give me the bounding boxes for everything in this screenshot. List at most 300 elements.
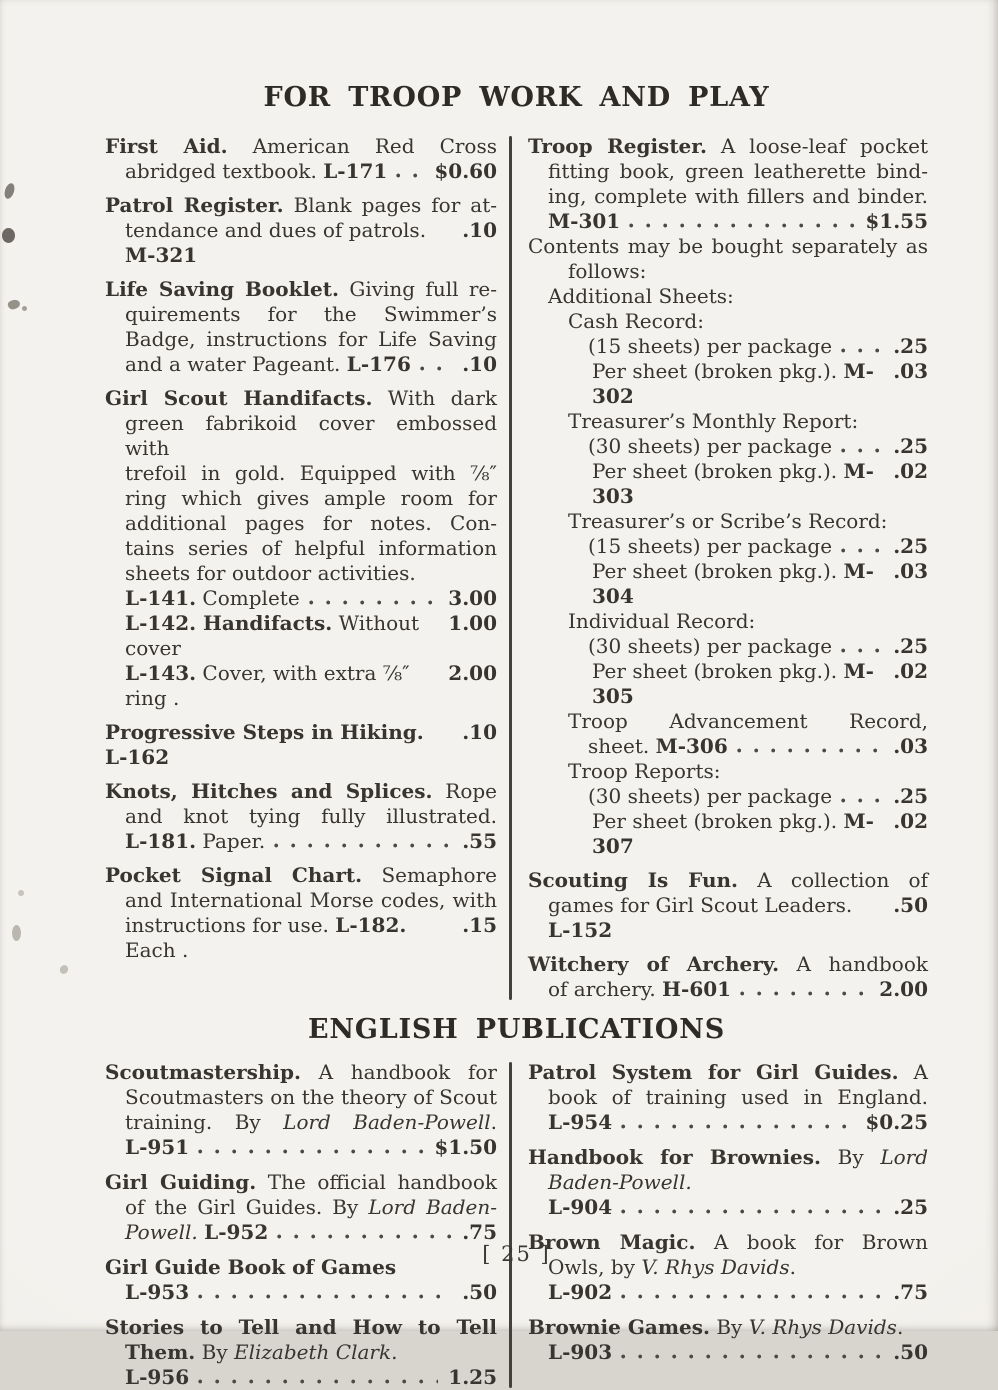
line-text bbox=[548, 1110, 612, 1135]
entry-line bbox=[528, 434, 928, 459]
entry-line bbox=[528, 893, 928, 943]
text: Each . bbox=[125, 913, 413, 962]
bold-text: Handbook for Brownies. bbox=[528, 1145, 821, 1169]
text: trefoil in gold. Equipped with ⅞″ bbox=[125, 461, 497, 485]
bold-text: Girl Scout Handifacts. bbox=[105, 386, 373, 410]
catalog-entry bbox=[528, 952, 928, 1002]
entry-line bbox=[105, 586, 497, 611]
text: A loose-leaf pocket bbox=[706, 134, 929, 158]
line-text bbox=[105, 863, 497, 887]
text: Owls, by bbox=[548, 1255, 642, 1279]
leader-dots bbox=[629, 222, 855, 229]
bold-text: Brownie Games. bbox=[528, 1315, 710, 1339]
line-text bbox=[105, 134, 497, 158]
entry-line bbox=[105, 511, 497, 536]
entry-line bbox=[105, 327, 497, 352]
entry-line bbox=[105, 611, 497, 661]
text: and International Morse codes, with bbox=[125, 888, 497, 912]
entry-line bbox=[105, 193, 497, 218]
text: book of training used in England. bbox=[548, 1085, 928, 1109]
line-text bbox=[105, 193, 497, 217]
text: Treasurer’s Monthly Report: bbox=[568, 409, 859, 433]
price: .02 bbox=[893, 659, 928, 683]
catalog-entry bbox=[528, 1315, 928, 1365]
column-right bbox=[528, 1060, 928, 1390]
entry-line bbox=[528, 309, 928, 334]
line-text bbox=[125, 486, 497, 510]
bold-text: M-303 bbox=[592, 459, 874, 508]
line-text bbox=[568, 759, 720, 783]
entry-line bbox=[105, 888, 497, 913]
line-text bbox=[125, 511, 497, 535]
text: A bbox=[898, 1060, 928, 1084]
entry-line bbox=[105, 561, 497, 586]
entry-line bbox=[105, 277, 497, 302]
catalog-entry bbox=[528, 868, 928, 943]
entry-line bbox=[528, 1060, 928, 1085]
line-text bbox=[105, 277, 497, 301]
bold-text: L-903 bbox=[548, 1340, 613, 1364]
line-text bbox=[125, 661, 434, 711]
bold-text: Brown Magic. bbox=[528, 1230, 696, 1254]
entry-line bbox=[105, 1340, 497, 1365]
text: fitting book, green leatherette bind- bbox=[548, 159, 928, 183]
text: Without cover bbox=[125, 611, 426, 660]
price: .10 bbox=[462, 218, 497, 242]
text: By bbox=[195, 1340, 234, 1364]
line-text bbox=[588, 634, 832, 659]
entry-line bbox=[105, 134, 497, 159]
text: Treasurer’s or Scribe’s Record: bbox=[568, 509, 888, 533]
price: .15 bbox=[462, 913, 497, 937]
text: A collection of bbox=[738, 868, 929, 892]
entry-line bbox=[528, 809, 928, 859]
price: .55 bbox=[462, 829, 497, 853]
ink-speck bbox=[3, 182, 17, 200]
text: . bbox=[490, 1110, 497, 1134]
line-text bbox=[125, 913, 448, 963]
text: Semaphore bbox=[362, 863, 497, 887]
text: Badge, instructions for Life Saving bbox=[125, 327, 497, 351]
text: American Red Cross bbox=[227, 134, 497, 158]
italic-text: Lord Baden-Powell bbox=[283, 1110, 491, 1134]
bold-text: H-601 bbox=[662, 977, 732, 1001]
text: (15 sheets) per package bbox=[588, 534, 833, 558]
leader-dots bbox=[740, 990, 869, 997]
text: Blank pages for at- bbox=[283, 193, 497, 217]
entry-line bbox=[105, 913, 497, 963]
text: . bbox=[391, 1340, 398, 1364]
text: Additional Sheets: bbox=[548, 284, 734, 308]
entry-line bbox=[528, 784, 928, 809]
line-text bbox=[588, 334, 832, 359]
entry-line bbox=[528, 977, 928, 1002]
leader-dots bbox=[198, 1293, 452, 1300]
bold-text: L-904 bbox=[548, 1195, 613, 1219]
text: Giving full re- bbox=[339, 277, 497, 301]
entry-line bbox=[528, 159, 928, 184]
bold-text: M-306 bbox=[655, 734, 728, 758]
entry-line bbox=[105, 1195, 497, 1220]
entry-line bbox=[528, 459, 928, 509]
price: 1.00 bbox=[448, 611, 497, 635]
line-text bbox=[528, 868, 928, 892]
bold-text: Patrol System for Girl Guides. bbox=[528, 1060, 899, 1084]
text: Cash Record: bbox=[568, 309, 704, 333]
bold-text: Scouting Is Fun. bbox=[528, 868, 739, 892]
text: abridged textbook. bbox=[125, 159, 324, 183]
line-text bbox=[105, 386, 497, 410]
bold-text: L-182. bbox=[335, 913, 407, 937]
column-left bbox=[105, 134, 504, 1002]
catalog-entry bbox=[105, 720, 497, 770]
section-title-english-publications: ENGLISH PUBLICATIONS bbox=[307, 1014, 725, 1045]
entry-line bbox=[528, 209, 928, 234]
text: quirements for the Swimmer’s bbox=[125, 302, 497, 326]
line-text bbox=[548, 159, 928, 183]
catalog-entry bbox=[528, 234, 928, 859]
entry-line bbox=[105, 720, 497, 770]
entry-line bbox=[528, 184, 928, 209]
bold-text: L-176 bbox=[346, 352, 411, 376]
line-text bbox=[125, 1280, 189, 1305]
entry-line bbox=[528, 634, 928, 659]
line-text bbox=[588, 534, 832, 559]
line-text bbox=[568, 309, 704, 333]
text: By bbox=[821, 1145, 881, 1169]
price: .03 bbox=[893, 734, 928, 758]
text: . bbox=[789, 1255, 796, 1279]
ink-speck bbox=[7, 298, 21, 311]
catalog-entry bbox=[105, 1060, 497, 1160]
entry-line bbox=[528, 509, 928, 534]
leader-dots bbox=[621, 1293, 883, 1300]
english-publications-columns bbox=[105, 1060, 928, 1390]
text: With dark bbox=[372, 386, 497, 410]
catalog-entry bbox=[105, 277, 497, 377]
bold-text: Patrol Register. bbox=[105, 193, 284, 217]
price: .25 bbox=[893, 434, 928, 458]
ink-speck bbox=[12, 925, 21, 941]
price: .75 bbox=[893, 1280, 928, 1304]
line-text bbox=[592, 559, 879, 609]
entry-line bbox=[105, 218, 497, 268]
italic-text: Powell. bbox=[125, 1220, 198, 1244]
text: ring which gives ample room for bbox=[125, 486, 497, 510]
entry-line bbox=[528, 1145, 928, 1170]
bold-text: Knots, Hitches and Splices. bbox=[105, 779, 433, 803]
catalog-entry bbox=[105, 863, 497, 963]
text: Per sheet (broken pkg.). bbox=[592, 459, 844, 483]
text: of archery. bbox=[548, 977, 663, 1001]
line-text bbox=[568, 409, 858, 433]
section-title-troop-work: FOR TROOP WORK AND PLAY bbox=[263, 82, 770, 113]
entry-line bbox=[528, 1170, 928, 1195]
line-text bbox=[528, 952, 928, 976]
bold-text: L-902 bbox=[548, 1280, 613, 1304]
entry-line bbox=[528, 759, 928, 784]
line-text bbox=[548, 1170, 692, 1194]
column-divider bbox=[509, 1062, 512, 1388]
text: instructions for use. bbox=[125, 913, 336, 937]
text: additional pages for notes. Con- bbox=[125, 511, 497, 535]
line-text bbox=[125, 611, 434, 661]
entry-line bbox=[105, 1085, 497, 1110]
line-text bbox=[125, 1135, 189, 1160]
text: Complete bbox=[196, 586, 300, 610]
line-text bbox=[105, 1315, 497, 1339]
line-text bbox=[592, 359, 879, 409]
catalog-entry bbox=[528, 1060, 928, 1135]
price: .03 bbox=[893, 559, 928, 583]
catalog-entry bbox=[105, 134, 497, 184]
text: Troop Reports: bbox=[568, 759, 721, 783]
text: games for Girl Scout Leaders. bbox=[548, 893, 859, 917]
bold-text: M-305 bbox=[592, 659, 874, 708]
price: 2.00 bbox=[448, 661, 497, 685]
entry-line bbox=[528, 734, 928, 759]
ink-speck bbox=[58, 964, 69, 976]
catalog-entry bbox=[105, 386, 504, 711]
price: .03 bbox=[893, 359, 928, 383]
entry-line bbox=[105, 536, 497, 561]
italic-text: Baden-Powell. bbox=[548, 1170, 692, 1194]
line-text bbox=[528, 134, 928, 158]
text: By bbox=[709, 1315, 749, 1339]
leader-dots bbox=[277, 1233, 452, 1240]
text: Troop Advancement Record, bbox=[568, 709, 928, 733]
bold-text: Witchery of Archery. bbox=[528, 952, 780, 976]
entry-line bbox=[105, 863, 497, 888]
line-text bbox=[568, 609, 755, 633]
text: ing, complete with fillers and binder. bbox=[548, 184, 928, 208]
bold-text: L-171 bbox=[323, 159, 388, 183]
entry-line bbox=[528, 284, 928, 309]
leader-dots bbox=[621, 1123, 855, 1130]
entry-line bbox=[528, 359, 928, 409]
line-text bbox=[125, 586, 300, 611]
line-text bbox=[125, 536, 497, 560]
bold-text: L-143. bbox=[125, 661, 197, 685]
leader-dots bbox=[396, 172, 424, 179]
entry-line bbox=[528, 1340, 928, 1365]
leader-dots bbox=[198, 1148, 424, 1155]
entry-line bbox=[105, 661, 497, 711]
leader-dots bbox=[621, 1353, 883, 1360]
price: $0.25 bbox=[865, 1110, 928, 1134]
line-text bbox=[105, 720, 448, 770]
price: $1.55 bbox=[865, 209, 928, 233]
entry-line bbox=[105, 1060, 497, 1085]
bold-text: M-304 bbox=[592, 559, 874, 608]
ink-speck bbox=[22, 306, 27, 311]
catalog-entry bbox=[105, 1170, 497, 1245]
line-text bbox=[548, 184, 928, 208]
price: .10 bbox=[462, 352, 497, 376]
ink-speck bbox=[2, 228, 15, 243]
entry-line bbox=[105, 1280, 497, 1305]
bold-text: Scoutmastership. bbox=[105, 1060, 301, 1084]
bold-text: L-152 bbox=[548, 918, 613, 942]
bold-text: L-956 bbox=[125, 1365, 190, 1389]
text: Per sheet (broken pkg.). bbox=[592, 809, 844, 833]
line-text bbox=[125, 1110, 497, 1134]
entry-line bbox=[528, 1110, 928, 1135]
text: The official handbook bbox=[256, 1170, 497, 1194]
line-text bbox=[125, 829, 265, 854]
text: Individual Record: bbox=[568, 609, 756, 633]
line-text bbox=[548, 1195, 612, 1220]
text: sheet. bbox=[588, 734, 656, 758]
line-text bbox=[125, 159, 387, 184]
line-text bbox=[125, 1195, 497, 1219]
entry-line bbox=[105, 1135, 497, 1160]
entry-line bbox=[528, 868, 928, 893]
line-text bbox=[125, 218, 448, 268]
line-text bbox=[105, 779, 497, 803]
bold-text: M-307 bbox=[592, 809, 874, 858]
entry-line bbox=[528, 409, 928, 434]
text: A book for Brown bbox=[695, 1230, 928, 1254]
bold-text: M-321 bbox=[125, 243, 198, 267]
line-text bbox=[528, 1060, 928, 1084]
line-text bbox=[528, 1315, 903, 1339]
bold-text: L-953 bbox=[125, 1280, 190, 1304]
line-text bbox=[548, 1340, 612, 1365]
line-text bbox=[125, 327, 497, 351]
text: follows: bbox=[568, 259, 647, 283]
price: .25 bbox=[893, 334, 928, 358]
line-text bbox=[548, 209, 620, 234]
price: .50 bbox=[462, 1280, 497, 1304]
line-text bbox=[125, 302, 497, 326]
text: tendance and dues of patrols. bbox=[125, 218, 433, 242]
entry-line bbox=[105, 804, 497, 829]
italic-text: Elizabeth Clark bbox=[234, 1340, 392, 1364]
entry-line bbox=[528, 259, 928, 284]
catalog-entry bbox=[105, 779, 497, 854]
leader-dots bbox=[621, 1208, 883, 1215]
entry-line bbox=[528, 1315, 928, 1340]
page-number: [ 25 ] bbox=[482, 1242, 551, 1266]
bold-text: L-952 bbox=[204, 1220, 269, 1244]
ink-speck bbox=[18, 890, 24, 896]
leader-dots bbox=[841, 447, 883, 454]
bold-text: Stories to Tell and How to Tell bbox=[105, 1315, 497, 1339]
text: (15 sheets) per package bbox=[588, 334, 833, 358]
line-text bbox=[592, 659, 879, 709]
leader-dots bbox=[309, 599, 439, 606]
italic-text: Lord Baden- bbox=[368, 1195, 497, 1219]
entry-line bbox=[105, 486, 497, 511]
text: A handbook bbox=[779, 952, 928, 976]
price: .02 bbox=[893, 459, 928, 483]
text: Per sheet (broken pkg.). bbox=[592, 359, 844, 383]
price: .02 bbox=[893, 809, 928, 833]
italic-text: Lord bbox=[880, 1145, 928, 1169]
entry-line bbox=[105, 1110, 497, 1135]
line-text bbox=[125, 1365, 189, 1390]
price: .75 bbox=[462, 1220, 497, 1244]
text: (30 sheets) per package bbox=[588, 434, 833, 458]
line-text bbox=[125, 561, 416, 585]
line-text bbox=[548, 893, 879, 943]
entry-line bbox=[528, 709, 928, 734]
bold-text: First Aid. bbox=[105, 134, 228, 158]
text: training. By bbox=[125, 1110, 284, 1134]
bold-text: Life Saving Booklet. bbox=[105, 277, 339, 301]
bold-text: Pocket Signal Chart. bbox=[105, 863, 363, 887]
bold-text: Troop Register. bbox=[528, 134, 707, 158]
entry-line bbox=[105, 302, 497, 327]
leader-dots bbox=[274, 842, 452, 849]
line-text bbox=[125, 804, 497, 828]
text: Paper. bbox=[196, 829, 266, 853]
price: .25 bbox=[893, 534, 928, 558]
column-divider bbox=[509, 136, 512, 1000]
leader-dots bbox=[737, 747, 883, 754]
catalog-entry bbox=[528, 134, 928, 234]
entry-line bbox=[528, 559, 928, 609]
leader-dots bbox=[841, 347, 883, 354]
text: Per sheet (broken pkg.). bbox=[592, 559, 844, 583]
price: $1.50 bbox=[434, 1135, 497, 1159]
text: (30 sheets) per package bbox=[588, 784, 833, 808]
price: 2.00 bbox=[879, 977, 928, 1001]
leader-dots bbox=[841, 647, 883, 654]
leader-dots bbox=[841, 547, 883, 554]
text: Per sheet (broken pkg.). bbox=[592, 659, 844, 683]
bold-text: Girl Guiding. bbox=[105, 1170, 257, 1194]
text: of the Girl Guides. By bbox=[125, 1195, 369, 1219]
text: Contents may be bought separately as bbox=[528, 234, 928, 258]
line-text bbox=[125, 411, 503, 460]
entry-line bbox=[105, 386, 497, 411]
bold-text: M-301 bbox=[548, 209, 621, 233]
bold-text: Progressive Steps in Hiking. L-162 bbox=[105, 720, 431, 769]
troop-work-columns bbox=[105, 134, 928, 1002]
catalog-entry bbox=[105, 193, 497, 268]
line-text bbox=[125, 1085, 497, 1109]
text: Cover, with extra ⅞″ ring . bbox=[125, 661, 416, 710]
entry-line bbox=[105, 1315, 497, 1340]
line-text bbox=[592, 809, 879, 859]
line-text bbox=[548, 1085, 928, 1109]
leader-dots bbox=[841, 797, 883, 804]
italic-text: V. Rhys Davids bbox=[748, 1315, 897, 1339]
line-text bbox=[105, 1170, 497, 1194]
price: $0.60 bbox=[434, 159, 497, 183]
line-text bbox=[125, 461, 497, 485]
price: .50 bbox=[893, 1340, 928, 1364]
bold-text: L-141. bbox=[125, 586, 197, 610]
entry-line bbox=[528, 1280, 928, 1305]
entry-line bbox=[105, 829, 497, 854]
entry-line bbox=[105, 411, 504, 461]
text: (30 sheets) per package bbox=[588, 634, 833, 658]
line-text bbox=[125, 352, 411, 377]
line-text bbox=[528, 1145, 928, 1169]
text: tains series of helpful information bbox=[125, 536, 497, 560]
entry-line bbox=[528, 134, 928, 159]
price: .25 bbox=[893, 634, 928, 658]
price: 3.00 bbox=[448, 586, 497, 610]
bold-text: L-951 bbox=[125, 1135, 190, 1159]
line-text bbox=[588, 734, 728, 759]
price: .25 bbox=[893, 784, 928, 808]
line-text bbox=[592, 459, 879, 509]
entry-line bbox=[528, 334, 928, 359]
